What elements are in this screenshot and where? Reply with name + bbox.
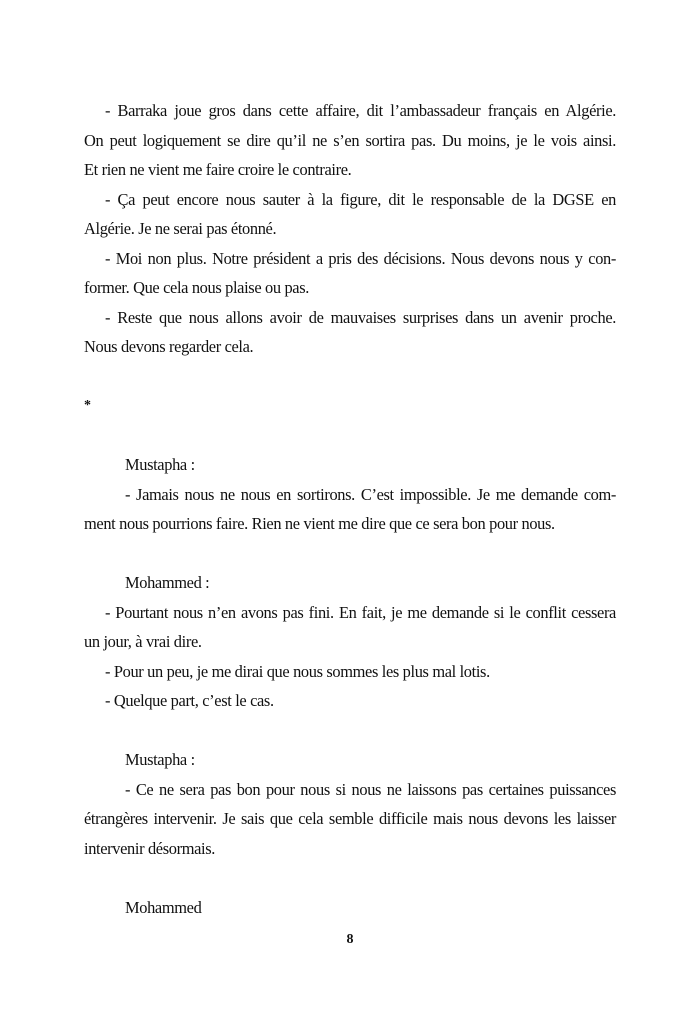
page-number: 8	[346, 932, 354, 947]
paragraph-line: On peut logiquement se dire qu’il ne s’en sortira pas. Du moins, je le vois ainsi.	[84, 130, 616, 150]
paragraph-line: Algérie. Je ne serai pas étonné.	[84, 219, 277, 238]
dialogue-line: - Pourtant nous n’en avons pas fini. En fait, je me demande si le conflit cessera	[105, 602, 616, 622]
paragraph-line: - Barraka joue gros dans cette affaire, dit l’ambassadeur français en Algérie.	[105, 101, 616, 120]
paragraph-line: - Reste que nous allons avoir de mauvaises surprises dans un avenir proche.	[105, 307, 616, 327]
blank-line	[84, 863, 616, 893]
dialogue-line: intervenir désormais.	[84, 838, 216, 858]
dialogue-line: - Ce ne sera pas bon pour nous si nous ne laissons pas certaines puissances	[125, 779, 616, 799]
section-separator: *	[84, 398, 91, 413]
paragraph-line: - Ça peut encore nous sauter à la figure, dit le responsable de la DGSE en	[105, 189, 616, 209]
blank-line	[84, 539, 616, 569]
dialogue-line: - Pour un peu, je me dirai que nous sommes les plus mal lotis.	[105, 661, 490, 681]
dialogue-line: - Jamais nous ne nous en sortirons. C’est impossible. Je me demande com-	[125, 484, 616, 504]
speaker-name: Mohammed	[125, 897, 202, 917]
blank-line	[84, 362, 616, 392]
dialogue-line: étrangères intervenir. Je sais que cela semble difficile mais nous devons les laisser	[84, 809, 616, 828]
dialogue-line: un jour, à vrai dire.	[84, 632, 202, 651]
dialogue-line: ment nous pourrions faire. Rien ne vient me dire que ce sera bon pour nous.	[84, 514, 555, 533]
paragraph-line: Et rien ne vient me faire croire le contraire.	[84, 160, 352, 179]
speaker-name: Mustapha :	[125, 750, 195, 769]
paragraph-line: Nous devons regarder cela.	[84, 337, 254, 356]
blank-line	[84, 421, 616, 451]
blank-line	[84, 716, 616, 746]
paragraph-line: former. Que cela nous plaise ou pas.	[84, 278, 309, 297]
speaker-name: Mohammed :	[125, 573, 210, 592]
dialogue-line: - Quelque part, c’est le cas.	[105, 691, 274, 710]
speaker-name: Mustapha :	[125, 455, 195, 474]
page-body	[84, 96, 616, 922]
paragraph-line: - Moi non plus. Notre président a pris des décisions. Nous devons nous y con-	[105, 248, 616, 268]
